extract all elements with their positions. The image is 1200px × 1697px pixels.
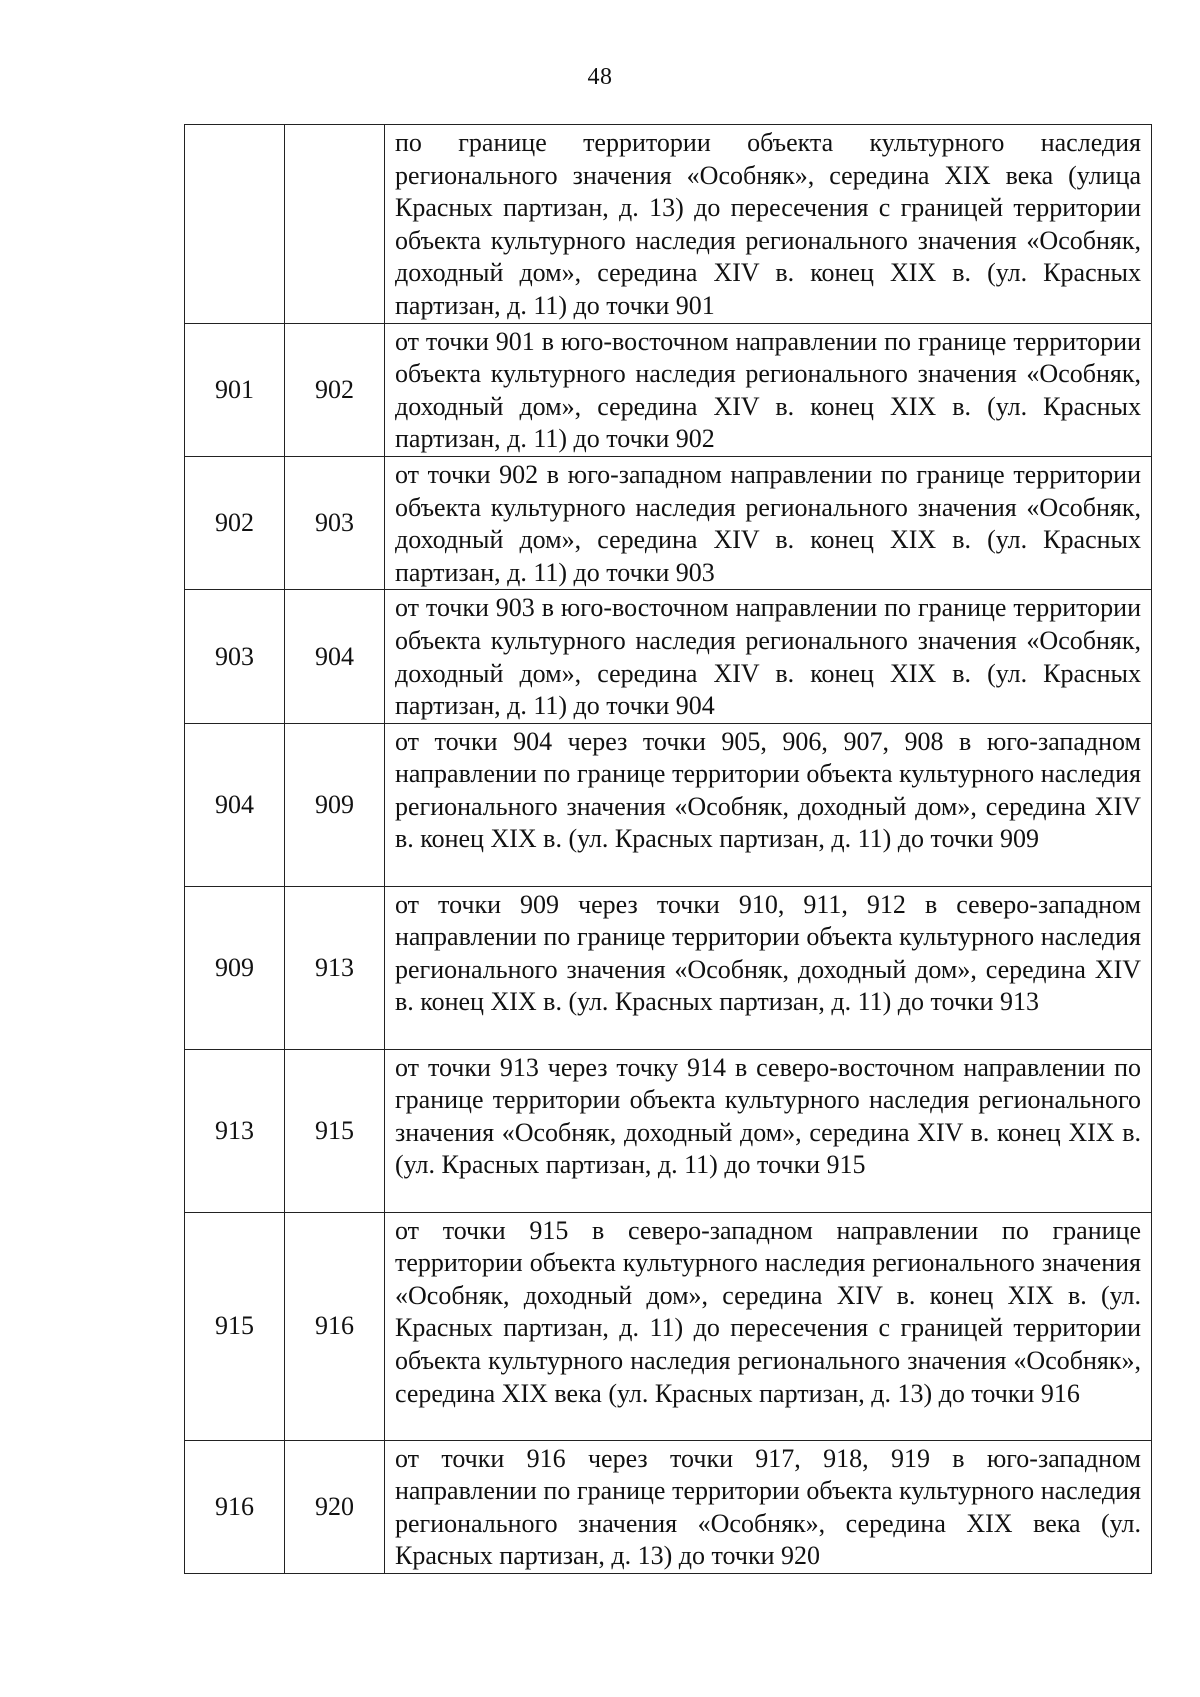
description-cell: от точки 903 в юго-восточном направлении по границе территории объекта культурного наследия регионального значения «Особняк, доходный дом», середина XIV в. конец XIX в. (ул. Красных партизан, д. 11) до точки 904 [385,590,1152,723]
to-point-cell: 916 [285,1212,385,1440]
table-row [185,456,1152,589]
from-point-cell: 903 [185,590,285,723]
description-cell: от точки 915 в северо-западном направлении по границе территории объекта культурного наследия регионального значения «Особняк, доходный дом», середина XIV в. конец XIX в. (ул. Красных партизан, д. 11) до пересечения с границей территории объекта культурного наследия регионального значения «Особняк», середина XIX века (ул. Красных партизан, д. 13) до точки 916 [385,1212,1152,1440]
description-cell: от точки 902 в юго-западном направлении по границе территории объекта культурного наследия регионального значения «Особняк, доходный дом», середина XIV в. конец XIX в. (ул. Красных партизан, д. 11) до точки 903 [385,456,1152,589]
page-number: 48 [587,64,613,90]
description-cell: от точки 909 через точки 910, 911, 912 в северо-западном направлении по границе территории объекта культурного наследия регионального значения «Особняк, доходный дом», середина XIV в. конец XIX в. (ул. Красных партизан, д. 11) до точки 913 [385,886,1152,1049]
table-row [185,886,1152,1049]
from-point-cell [185,125,285,324]
from-point-cell: 909 [185,886,285,1049]
to-point-cell: 920 [285,1440,385,1573]
to-point-cell: 913 [285,886,385,1049]
description-cell: от точки 901 в юго-восточном направлении по границе территории объекта культурного наследия регионального значения «Особняк, доходный дом», середина XIV в. конец XIX в. (ул. Красных партизан, д. 11) до точки 902 [385,323,1152,456]
boundary-description-table [184,124,1152,1574]
table-row [185,723,1152,886]
to-point-cell: 904 [285,590,385,723]
description-cell: от точки 913 через точку 914 в северо-восточном направлении по границе территории объекта культурного наследия регионального значения «Особняк, доходный дом», середина XIV в. конец XIX в. (ул. Красных партизан, д. 11) до точки 915 [385,1049,1152,1212]
description-cell: от точки 916 через точки 917, 918, 919 в юго-западном направлении по границе территории объекта культурного наследия регионального значения «Особняк», середина XIX века (ул. Красных партизан, д. 13) до точки 920 [385,1440,1152,1573]
table-row [185,1049,1152,1212]
table-row [185,590,1152,723]
table-row [185,1212,1152,1440]
to-point-cell: 903 [285,456,385,589]
from-point-cell: 916 [185,1440,285,1573]
from-point-cell: 904 [185,723,285,886]
to-point-cell [285,125,385,324]
description-cell: по границе территории объекта культурного наследия регионального значения «Особняк», середина XIX века (улица Красных партизан, д. 13) до пересечения с границей территории объекта культурного наследия регионального значения «Особняк, доходный дом», середина XIV в. конец XIX в. (ул. Красных партизан, д. 11) до точки 901 [385,125,1152,324]
from-point-cell: 915 [185,1212,285,1440]
to-point-cell: 902 [285,323,385,456]
table-row [185,1440,1152,1573]
from-point-cell: 901 [185,323,285,456]
table-row [185,323,1152,456]
from-point-cell: 913 [185,1049,285,1212]
description-cell: от точки 904 через точки 905, 906, 907, 908 в юго-западном направлении по границе территории объекта культурного наследия регионального значения «Особняк, доходный дом», середина XIV в. конец XIX в. (ул. Красных партизан, д. 11) до точки 909 [385,723,1152,886]
table-row [185,125,1152,324]
to-point-cell: 909 [285,723,385,886]
to-point-cell: 915 [285,1049,385,1212]
from-point-cell: 902 [185,456,285,589]
